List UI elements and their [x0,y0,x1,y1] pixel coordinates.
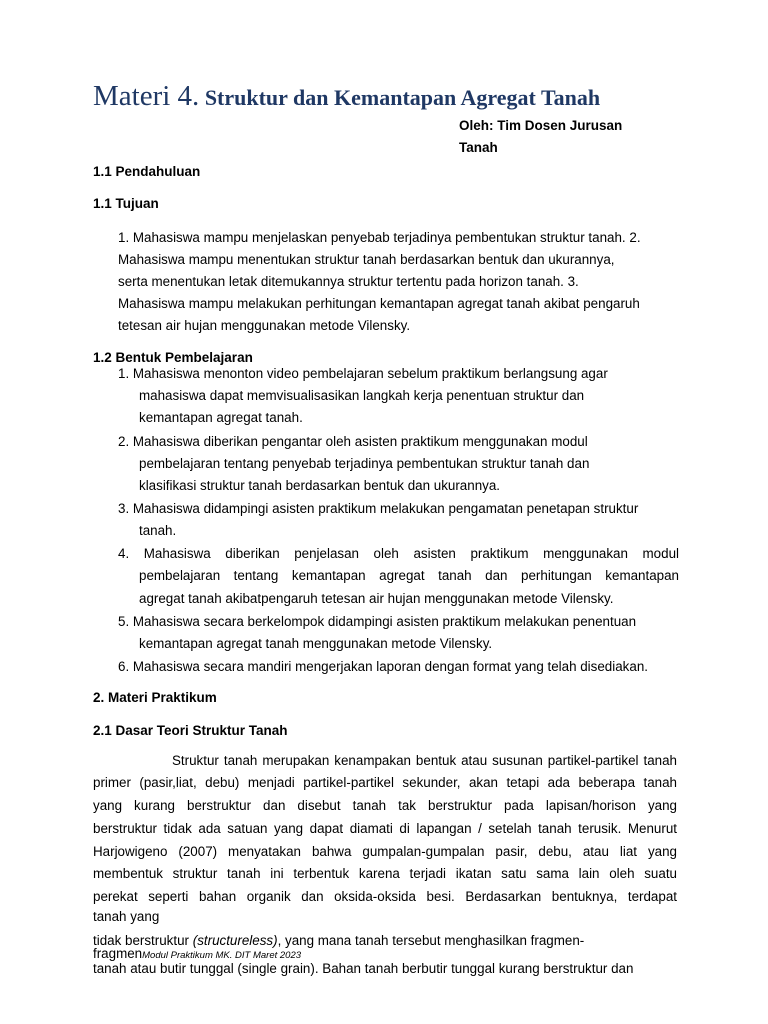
paragraph-line: Struktur tanah merupakan kenampakan bentuk atau susunan partikel-partikel tanah [172,753,677,768]
list-item-continuation: pembelajaran tentang kemantapan agregat tanah dan perhitungan kemantapan [139,568,679,583]
tujuan-line: Mahasiswa mampu menentukan struktur tanah berdasarkan bentuk dan ukurannya, [118,252,615,267]
heading-tujuan: 1.1 Tujuan [93,196,159,211]
list-item-continuation: tanah. [139,523,177,538]
list-item-continuation: pembelajaran tentang penyebab terjadinya pembentukan struktur tanah dan [139,456,590,471]
tujuan-line: Mahasiswa mampu melakukan perhitungan kemantapan agregat tanah akibat pengaruh [118,296,640,311]
paragraph-line: primer (pasir,liat, debu) menjadi partikel-partikel sekunder, akan tetapi ada beberapa tanah [93,775,677,790]
list-item: 2. Mahasiswa diberikan pengantar oleh asisten praktikum menggunakan modul [118,434,588,449]
page-title [93,80,600,113]
author-line-1: Oleh: Tim Dosen Jurusan [459,118,623,133]
tujuan-line: tetesan air hujan menggunakan metode Vilensky. [118,318,411,333]
heading-dasar-teori: 2.1 Dasar Teori Struktur Tanah [93,723,288,738]
text-span: fragmen [93,946,143,961]
page-footer: Modul Praktikum MK. DIT Maret 2023 [142,950,302,961]
italic-term: (structureless) [192,933,278,948]
list-item: 1. Mahasiswa menonton video pembelajaran sebelum praktikum berlangsung agar [118,366,608,381]
list-item-continuation: kemantapan agregat tanah menggunakan metode Vilensky. [139,636,493,651]
title-prefix: Materi 4. [93,80,200,112]
list-item: 5. Mahasiswa secara berkelompok didampingi asisten praktikum melakukan penentuan [118,614,637,629]
list-item-continuation: mahasiswa dapat memvisualisasikan langkah kerja penentuan struktur dan [139,388,585,403]
title-main: Struktur dan Kemantapan Agregat Tanah [199,85,601,110]
list-item: 4. Mahasiswa diberikan penjelasan oleh asisten praktikum menggunakan modul [118,546,679,561]
list-item-continuation: agregat tanah akibatpengaruh tetesan air hujan menggunakan metode Vilensky. [139,591,614,606]
paragraph-line: yang kurang berstruktur dan disebut tanah tak berstruktur pada lapisan/horison yang [93,798,677,813]
list-item-continuation: klasifikasi struktur tanah berdasarkan bentuk dan ukurannya. [139,478,501,493]
text-span: tidak berstruktur [93,933,193,948]
tujuan-line: 1. Mahasiswa mampu menjelaskan penyebab terjadinya pembentukan struktur tanah. 2. [118,230,641,245]
heading-materi-praktikum: 2. Materi Praktikum [93,690,217,705]
heading-bentuk-pembelajaran: 1.2 Bentuk Pembelajaran [93,350,253,365]
paragraph-line: membentuk struktur tanah ini terbentuk karena terjadi ikatan satu sama lain oleh suatu [93,866,677,881]
tujuan-line: serta menentukan letak ditemukannya struktur tertentu pada horizon tanah. 3. [118,274,579,289]
author-line-2: Tanah [459,140,498,155]
paragraph-line: berstruktur tidak ada satuan yang dapat diamati di lapangan / setelah tanah terusik. Menurut [93,821,677,836]
list-item-continuation: kemantapan agregat tanah. [139,410,303,425]
heading-pendahuluan: 1.1 Pendahuluan [93,164,201,179]
list-item: 6. Mahasiswa secara mandiri mengerjakan laporan dengan format yang telah disediakan. [118,659,648,674]
paragraph-line: perekat seperti bahan organik dan oksida-oksida besi. Berdasarkan bentuknya, terdapat [93,889,677,904]
paragraph-line: tanah yang [93,909,160,924]
text-span: , yang mana tanah tersebut menghasilkan fragmen- [277,933,585,948]
paragraph-line: tanah atau butir tunggal (single grain). Bahan tanah berbutir tunggal kurang berstruktur dan [93,961,634,976]
paragraph-line: Harjowigeno (2007) menyatakan bahwa gumpalan-gumpalan pasir, debu, atau liat yang [93,844,677,859]
list-item: 3. Mahasiswa didampingi asisten praktikum melakukan pengamatan penetapan struktur [118,501,639,516]
